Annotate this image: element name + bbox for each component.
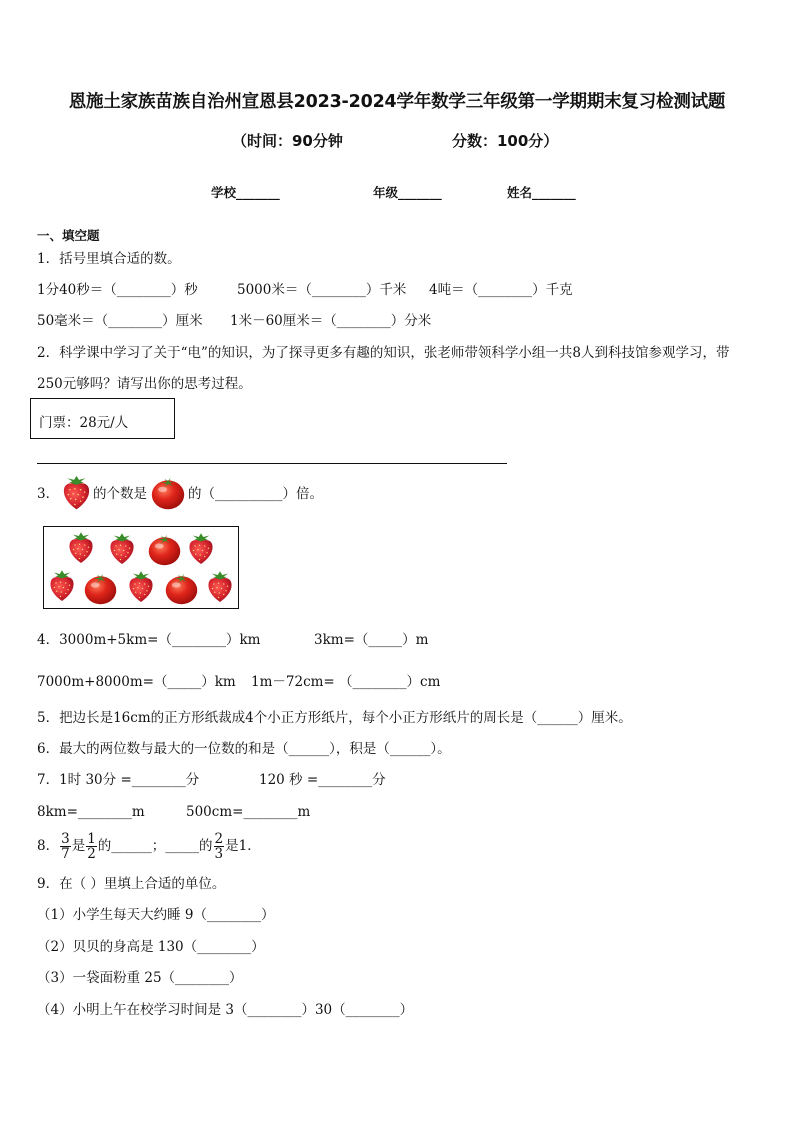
fraction-denominator: 7 bbox=[61, 845, 70, 862]
q9-item: （2）贝贝的身高是 130（________） bbox=[37, 939, 265, 955]
q4-item: 4．3000m+5km=（________）km bbox=[37, 632, 261, 648]
strawberry-icon bbox=[205, 570, 235, 604]
section-heading: 一、填空题 bbox=[37, 228, 100, 243]
q4-item: 1m－72cm= （________）cm bbox=[251, 674, 441, 690]
q7-item: 500cm=________m bbox=[186, 804, 311, 820]
grade-field[interactable]: 年级_______ bbox=[373, 185, 442, 200]
fraction-numerator: 2 bbox=[214, 830, 224, 847]
q2-text: 2．科学课中学习了关于“电”的知识，为了探寻更多有趣的知识，张老师带领科学小组一共8人到科技馆参观学习，带 bbox=[37, 345, 730, 361]
q1-item: 4吨＝（________）千克 bbox=[429, 282, 573, 298]
q4-item: 3km=（_____）m bbox=[314, 632, 429, 648]
exam-score: 分数：100分） bbox=[452, 132, 559, 150]
fraction bbox=[214, 832, 225, 861]
q9-prompt: 9．在（ ）里填上合适的单位。 bbox=[37, 876, 226, 892]
strawberry-icon bbox=[107, 532, 137, 566]
page-title: 恩施土家族苗族自治州宣恩县2023-2024学年数学三年级第一学期期末复习检测试题 bbox=[68, 92, 726, 112]
q3-text: 的（__________）倍。 bbox=[188, 486, 323, 502]
q1-prompt: 1．括号里填合适的数。 bbox=[37, 251, 181, 267]
q2-text: 250元够吗？请写出你的思考过程。 bbox=[37, 376, 252, 392]
q3-text: 的个数是 bbox=[93, 486, 147, 502]
fraction-numerator: 1 bbox=[87, 830, 96, 847]
q9-item: （3）一袋面粉重 25（________） bbox=[37, 970, 243, 986]
strawberry-icon bbox=[47, 569, 77, 603]
q4-item: 7000m+8000m=（_____）km bbox=[37, 674, 236, 690]
school-field[interactable]: 学校_______ bbox=[211, 185, 280, 200]
q1-item: 1分40秒＝（________）秒 bbox=[37, 282, 198, 298]
strawberry-icon bbox=[66, 531, 96, 565]
strawberry-icon bbox=[126, 570, 156, 604]
q8-text: 是1． bbox=[225, 838, 261, 854]
q8-text: 是 bbox=[71, 838, 86, 854]
q8-number: 8． bbox=[37, 838, 60, 854]
answer-line[interactable] bbox=[37, 463, 507, 464]
q9-item: （1）小学生每天大约睡 9（________） bbox=[37, 907, 275, 923]
q7-item: 120 秒 =________分 bbox=[259, 772, 386, 788]
fraction bbox=[60, 832, 71, 861]
fruit-picture bbox=[43, 526, 239, 609]
exam-time: （时间：90分钟 bbox=[232, 132, 343, 150]
q8-text: 的______；_____的 bbox=[97, 838, 213, 854]
q7-item: 8km=________m bbox=[37, 804, 145, 820]
tomato-icon bbox=[150, 475, 186, 511]
q8-row bbox=[37, 828, 261, 864]
q1-item: 50毫米＝（________）厘米 bbox=[37, 313, 203, 329]
q9-item: （4）小明上午在校学习时间是 3（________）30（________） bbox=[37, 1002, 414, 1018]
tomato-icon bbox=[164, 571, 199, 606]
fraction-denominator: 2 bbox=[87, 845, 96, 862]
q5-text: 5．把边长是16cm的正方形纸裁成4个小正方形纸片，每个小正方形纸片的周长是（______）厘米。 bbox=[37, 710, 632, 726]
tomato-icon bbox=[147, 532, 182, 567]
fraction-denominator: 3 bbox=[214, 845, 224, 862]
q1-item: 5000米＝（________）千米 bbox=[237, 282, 407, 298]
ticket-price-box bbox=[30, 398, 175, 439]
q3-number: 3． bbox=[37, 486, 60, 502]
q7-item: 7．1时 30分 =________分 bbox=[37, 772, 200, 788]
name-field[interactable]: 姓名_______ bbox=[507, 185, 576, 200]
q6-text: 6．最大的两位数与最大的一位数的和是（______），积是（______）。 bbox=[37, 741, 451, 757]
ticket-price: 门票：28元/人 bbox=[39, 415, 129, 431]
tomato-icon bbox=[83, 571, 118, 606]
fraction-numerator: 3 bbox=[61, 830, 70, 847]
q1-item: 1米－60厘米＝（________）分米 bbox=[230, 313, 432, 329]
fraction bbox=[86, 832, 97, 861]
strawberry-icon bbox=[60, 475, 93, 511]
strawberry-icon bbox=[186, 532, 216, 566]
